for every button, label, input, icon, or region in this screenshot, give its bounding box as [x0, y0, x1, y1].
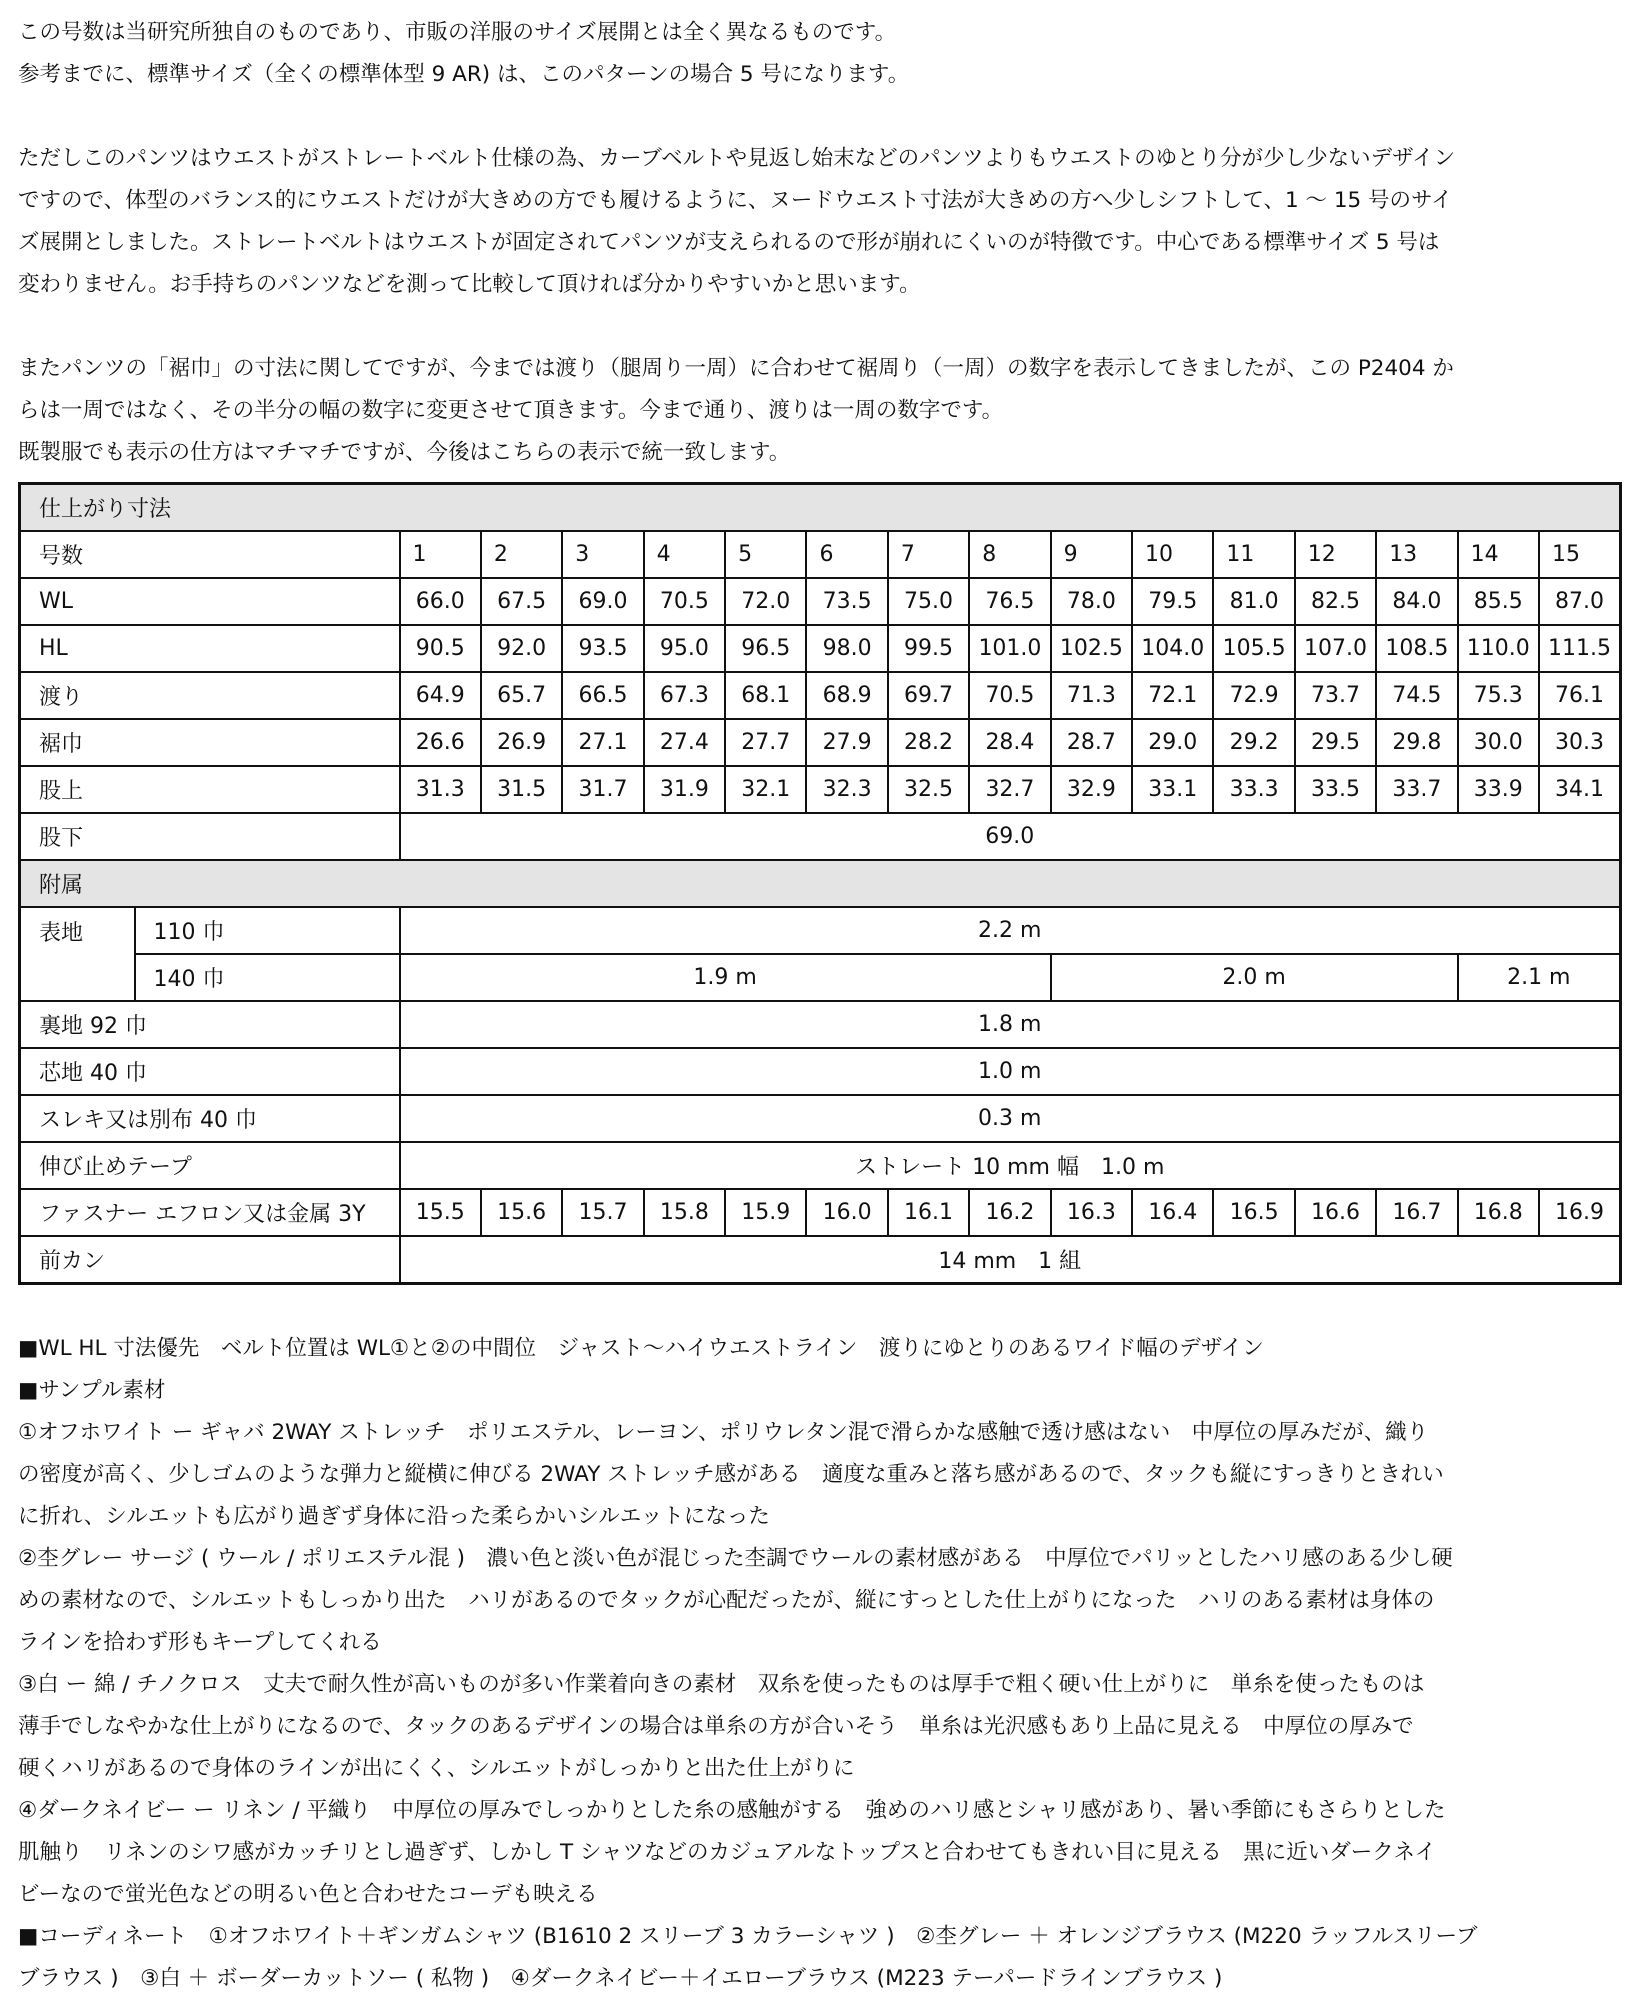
value-cell: 29.5 [1295, 719, 1376, 766]
value-cell: 32.3 [806, 766, 887, 813]
value-cell: 33.1 [1132, 766, 1213, 813]
value-cell: 68.9 [806, 672, 887, 719]
value-cell: 95.0 [644, 625, 725, 672]
notes-line: ④ダークネイビー ー リネン / 平織り 中厚位の厚みでしっかりとした糸の感触がする 強めのハリ感とシャリ感があり、暑い季節にもさらりとした [18, 1798, 1446, 1823]
row-label: 渡り [20, 672, 400, 719]
size-row [20, 531, 1621, 578]
intro-line: ですので、体型のバランス的にウエストだけが大きめの方でも履けるように、ヌードウエスト寸法が大きめの方へ少しシフトして、1 〜 15 号のサイ [18, 188, 1453, 213]
value-cell: 73.5 [806, 578, 887, 625]
value-cell: 70.5 [969, 672, 1050, 719]
stay-tape-value: ストレート 10 mm 幅 1.0 m [400, 1142, 1621, 1189]
row-label: 前カン [20, 1236, 400, 1284]
value-cell: 16.5 [1213, 1189, 1294, 1236]
interfacing-row [20, 1048, 1621, 1095]
row-label: 股下 [20, 813, 400, 860]
section-header-finished-measurements [20, 484, 1621, 532]
value-cell: 27.9 [806, 719, 887, 766]
value-cell: 15.6 [481, 1189, 562, 1236]
value-cell: 85.5 [1458, 578, 1539, 625]
size-cell: 15 [1539, 531, 1621, 578]
value-cell: 87.0 [1539, 578, 1621, 625]
row-label: WL [20, 578, 400, 625]
value-cell: 67.5 [481, 578, 562, 625]
value-cell: 16.6 [1295, 1189, 1376, 1236]
value-cell: 32.5 [888, 766, 969, 813]
measurement-row [20, 766, 1621, 813]
value-cell: 16.1 [888, 1189, 969, 1236]
notes-line: ブラウス ) ③白 ＋ ボーダーカットソー ( 私物 ) ④ダークネイビー＋イエローブラウス (M223 テーパードラインブラウス ) [18, 1966, 1223, 1991]
value-cell: 15.5 [400, 1189, 481, 1236]
value-cell: 16.7 [1376, 1189, 1457, 1236]
intro-line: らは一周ではなく、その半分の幅の数字に変更させて頂きます。今まで通り、渡りは一周の数字です。 [18, 398, 1004, 423]
intro-line: 参考までに、標準サイズ（全くの標準体型 9 AR) は、このパターンの場合 5 号になります。 [18, 62, 910, 87]
paragraph-gap [18, 306, 1638, 348]
measurement-row [20, 672, 1621, 719]
value-cell: 16.8 [1458, 1189, 1539, 1236]
value-cell: 34.1 [1539, 766, 1621, 813]
value-cell: 27.7 [725, 719, 806, 766]
value-cell: 69.7 [888, 672, 969, 719]
size-cell: 3 [562, 531, 643, 578]
value-cell: 26.9 [481, 719, 562, 766]
size-cell: 4 [644, 531, 725, 578]
row-label: 裏地 92 巾 [20, 1001, 400, 1048]
measurement-row [20, 578, 1621, 625]
value-cell: 31.3 [400, 766, 481, 813]
value-cell: 33.7 [1376, 766, 1457, 813]
value-cell: 32.9 [1051, 766, 1132, 813]
hook-value: 14 mm 1 組 [400, 1236, 1621, 1284]
value-cell: 101.0 [969, 625, 1050, 672]
zipper-row [20, 1189, 1621, 1236]
row-sublabel: 110 巾 [135, 907, 400, 954]
notes-line: 肌触り リネンのシワ感がカッチリとし過ぎず、しかし T シャツなどのカジュアルなトップスと合わせてもきれい目に見える 黒に近いダークネイ [18, 1840, 1437, 1865]
value-cell: 81.0 [1213, 578, 1294, 625]
notes-line: ■サンプル素材 [18, 1378, 166, 1403]
value-cell: 66.5 [562, 672, 643, 719]
interfacing-value: 1.0 m [400, 1048, 1621, 1095]
value-cell: 73.7 [1295, 672, 1376, 719]
value-cell: 78.0 [1051, 578, 1132, 625]
value-cell: 70.5 [644, 578, 725, 625]
notes-line: 硬くハリがあるので身体のラインが出にくく、シルエットがしっかりと出た仕上がりに [18, 1756, 855, 1781]
value-cell: 16.4 [1132, 1189, 1213, 1236]
value-cell: 111.5 [1539, 625, 1621, 672]
value-cell: 33.3 [1213, 766, 1294, 813]
value-cell: 98.0 [806, 625, 887, 672]
value-cell: 27.1 [562, 719, 643, 766]
value-cell: 32.7 [969, 766, 1050, 813]
fabric-110-value: 2.2 m [400, 907, 1621, 954]
fabric-140-value: 2.1 m [1458, 954, 1621, 1001]
value-cell: 110.0 [1458, 625, 1539, 672]
value-cell: 72.9 [1213, 672, 1294, 719]
size-cell: 7 [888, 531, 969, 578]
measurement-row [20, 625, 1621, 672]
row-label: ファスナー エフロン又は金属 3Y [20, 1189, 400, 1236]
value-cell: 28.7 [1051, 719, 1132, 766]
value-cell: 74.5 [1376, 672, 1457, 719]
value-cell: 75.0 [888, 578, 969, 625]
value-cell: 33.9 [1458, 766, 1539, 813]
row-label: 芯地 40 巾 [20, 1048, 400, 1095]
section-title: 仕上がり寸法 [20, 484, 1621, 532]
notes-line: ラインを拾わず形もキープしてくれる [18, 1630, 382, 1655]
value-cell: 105.5 [1213, 625, 1294, 672]
row-label: 裾巾 [20, 719, 400, 766]
value-cell: 16.2 [969, 1189, 1050, 1236]
value-cell: 79.5 [1132, 578, 1213, 625]
fabric-140-value: 2.0 m [1051, 954, 1458, 1001]
notes-line: ■WL HL 寸法優先 ベルト位置は WL①と②の中間位 ジャスト〜ハイウエストライン 渡りにゆとりのあるワイド幅のデザイン [18, 1336, 1264, 1361]
value-cell: 29.0 [1132, 719, 1213, 766]
intro-line: 既製服でも表示の仕方はマチマチですが、今後はこちらの表示で統一致します。 [18, 440, 791, 465]
value-cell: 26.6 [400, 719, 481, 766]
value-cell: 31.5 [481, 766, 562, 813]
value-cell: 15.7 [562, 1189, 643, 1236]
value-cell: 64.9 [400, 672, 481, 719]
row-label: 股上 [20, 766, 400, 813]
value-cell: 32.1 [725, 766, 806, 813]
size-cell: 11 [1213, 531, 1294, 578]
size-cell: 14 [1458, 531, 1539, 578]
inseam-row [20, 813, 1621, 860]
value-cell: 69.0 [562, 578, 643, 625]
value-cell: 16.9 [1539, 1189, 1621, 1236]
pocketing-row [20, 1095, 1621, 1142]
value-cell: 29.8 [1376, 719, 1457, 766]
value-cell: 102.5 [1051, 625, 1132, 672]
row-label: スレキ又は別布 40 巾 [20, 1095, 400, 1142]
value-cell: 104.0 [1132, 625, 1213, 672]
notes-line: 薄手でしなやかな仕上がりになるので、タックのあるデザインの場合は単糸の方が合いそう 単糸は光沢感もあり上品に見える 中厚位の厚みで [18, 1714, 1414, 1739]
value-cell: 30.0 [1458, 719, 1539, 766]
value-cell: 108.5 [1376, 625, 1457, 672]
value-cell: 72.0 [725, 578, 806, 625]
notes-line: ビーなので蛍光色などの明るい色と合わせたコーデも映える [18, 1882, 598, 1907]
value-cell: 76.5 [969, 578, 1050, 625]
row-label: HL [20, 625, 400, 672]
value-cell: 28.4 [969, 719, 1050, 766]
notes-line: ■コーディネート ①オフホワイト＋ギンガムシャツ (B1610 2 スリーブ 3 カラーシャツ ) ②杢グレー ＋ オレンジブラウス (M220 ラッフルスリーブ [18, 1924, 1478, 1949]
paragraph-gap [18, 96, 1638, 138]
size-cell: 8 [969, 531, 1050, 578]
fabric-140-value: 1.9 m [400, 954, 1051, 1001]
intro-line: この号数は当研究所独自のものであり、市販の洋服のサイズ展開とは全く異なるものです。 [18, 20, 897, 45]
value-cell: 92.0 [481, 625, 562, 672]
size-cell: 2 [481, 531, 562, 578]
row-label: 号数 [20, 531, 400, 578]
value-cell: 28.2 [888, 719, 969, 766]
intro-line: ただしこのパンツはウエストがストレートベルト仕様の為、カーブベルトや見返し始末などのパンツよりもウエストのゆとり分が少し少ないデザイン [18, 146, 1456, 171]
lining-row [20, 1001, 1621, 1048]
value-cell: 33.5 [1295, 766, 1376, 813]
notes-line: ②杢グレー サージ ( ウール / ポリエステル混 ) 濃い色と淡い色が混じった杢調でウールの素材感がある 中厚位でパリッとしたハリ感のある少し硬 [18, 1546, 1453, 1571]
fabric-140-row [20, 954, 1621, 1001]
value-cell: 66.0 [400, 578, 481, 625]
value-cell: 68.1 [725, 672, 806, 719]
stay-tape-row [20, 1142, 1621, 1189]
intro-text [18, 12, 1638, 474]
row-label: 表地 [20, 907, 135, 1001]
value-cell: 16.0 [806, 1189, 887, 1236]
value-cell: 75.3 [1458, 672, 1539, 719]
value-cell: 76.1 [1539, 672, 1621, 719]
intro-line: 変わりません。お手持ちのパンツなどを測って比較して頂ければ分かりやすいかと思います。 [18, 272, 921, 297]
value-cell: 15.8 [644, 1189, 725, 1236]
measurement-row [20, 719, 1621, 766]
value-cell: 107.0 [1295, 625, 1376, 672]
value-cell: 90.5 [400, 625, 481, 672]
notes-line: ①オフホワイト ー ギャバ 2WAY ストレッチ ポリエステル、レーヨン、ポリウレタン混で滑らかな感触で透け感はない 中厚位の厚みだが、織り [18, 1420, 1429, 1445]
value-cell: 99.5 [888, 625, 969, 672]
value-cell: 15.9 [725, 1189, 806, 1236]
pocketing-value: 0.3 m [400, 1095, 1621, 1142]
value-cell: 31.7 [562, 766, 643, 813]
fabric-110-row [20, 907, 1621, 954]
value-cell: 27.4 [644, 719, 725, 766]
notes-line: ③白 ー 綿 / チノクロス 丈夫で耐久性が高いものが多い作業着向きの素材 双糸を使ったものは厚手で粗く硬い仕上がりに 単糸を使ったものは [18, 1672, 1425, 1697]
size-cell: 12 [1295, 531, 1376, 578]
value-cell: 67.3 [644, 672, 725, 719]
intro-line: またパンツの「裾巾」の寸法に関してですが、今までは渡り（腿周り一周）に合わせて裾周り（一周）の数字を表示してきましたが、この P2404 か [18, 356, 1454, 381]
value-cell: 31.9 [644, 766, 725, 813]
size-cell: 1 [400, 531, 481, 578]
value-cell: 96.5 [725, 625, 806, 672]
lining-value: 1.8 m [400, 1001, 1621, 1048]
size-cell: 6 [806, 531, 887, 578]
row-label: 伸び止めテープ [20, 1142, 400, 1189]
value-cell: 84.0 [1376, 578, 1457, 625]
section-header-materials [20, 860, 1621, 907]
value-cell: 29.2 [1213, 719, 1294, 766]
notes-line: の密度が高く、少しゴムのような弾力と縦横に伸びる 2WAY ストレッチ感がある 適度な重みと落ち感があるので、タックも縦にすっきりときれい [18, 1462, 1444, 1487]
value-cell: 16.3 [1051, 1189, 1132, 1236]
section-title: 附属 [20, 860, 1621, 907]
value-cell: 72.1 [1132, 672, 1213, 719]
value-cell: 82.5 [1295, 578, 1376, 625]
inseam-value: 69.0 [400, 813, 1621, 860]
size-spec-table [18, 482, 1622, 1285]
value-cell: 65.7 [481, 672, 562, 719]
value-cell: 30.3 [1539, 719, 1621, 766]
notes-text [18, 1328, 1638, 2000]
row-sublabel: 140 巾 [135, 954, 400, 1001]
size-cell: 13 [1376, 531, 1457, 578]
value-cell: 71.3 [1051, 672, 1132, 719]
intro-line: ズ展開としました。ストレートベルトはウエストが固定されてパンツが支えられるので形が崩れにくいのが特徴です。中心である標準サイズ 5 号は [18, 230, 1440, 255]
size-cell: 9 [1051, 531, 1132, 578]
value-cell: 93.5 [562, 625, 643, 672]
hook-row [20, 1236, 1621, 1284]
size-cell: 5 [725, 531, 806, 578]
size-cell: 10 [1132, 531, 1213, 578]
notes-line: に折れ、シルエットも広がり過ぎず身体に沿った柔らかいシルエットになった [18, 1504, 770, 1529]
notes-line: めの素材なので、シルエットもしっかり出た ハリがあるのでタックが心配だったが、縦にすっとした仕上がりになった ハリのある素材は身体の [18, 1588, 1435, 1613]
